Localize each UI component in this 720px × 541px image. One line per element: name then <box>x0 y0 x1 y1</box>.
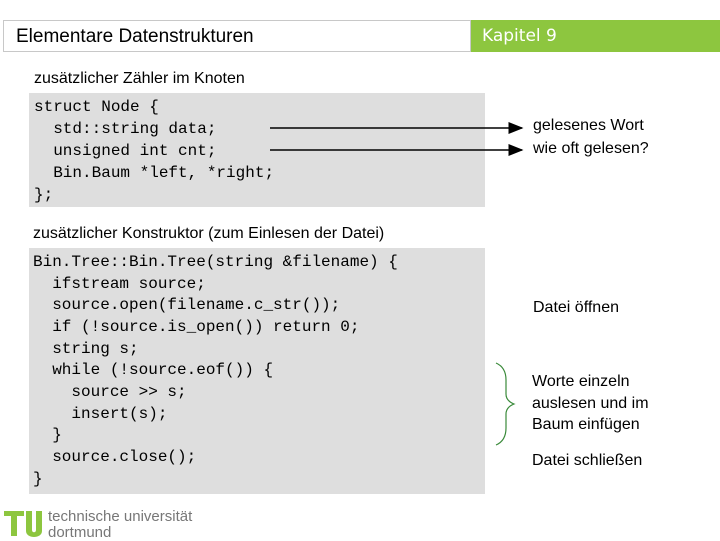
section1-heading: zusätzlicher Zähler im Knoten <box>34 70 245 87</box>
note-open-file: Datei öffnen <box>533 299 619 316</box>
code-line: ifstream source; <box>33 275 206 293</box>
footer-university-line1: technische universität <box>48 508 193 525</box>
code-line: } <box>33 426 62 444</box>
code-line: source.close(); <box>33 448 197 466</box>
note-read-words: Worte einzeln <box>532 373 630 390</box>
code-line: }; <box>34 186 54 204</box>
note-close-file: Datei schließen <box>532 452 643 469</box>
code-line: Bin.Tree::Bin.Tree(string &filename) { <box>33 253 398 271</box>
code-line: while (!source.eof()) { <box>33 361 274 379</box>
chapter-label: Kapitel 9 <box>482 26 557 46</box>
note-count: wie oft gelesen? <box>533 140 649 157</box>
section2-code-block <box>29 248 485 494</box>
slide-title: Elementare Datenstrukturen <box>16 26 254 47</box>
code-line: } <box>33 470 43 488</box>
footer-university-line2: dortmund <box>48 524 112 541</box>
note-read-words: auslesen und im <box>532 395 649 412</box>
code-line: unsigned int cnt; <box>34 142 217 160</box>
code-line: insert(s); <box>33 405 168 423</box>
note-read-words: Baum einfügen <box>532 416 640 433</box>
code-line: source >> s; <box>33 383 187 401</box>
code-line: source.open(filename.c_str()); <box>33 296 341 314</box>
curly-brace-icon <box>496 363 514 445</box>
footer <box>0 502 720 540</box>
code-line: std::string data; <box>34 120 217 138</box>
code-line: if (!source.is_open()) return 0; <box>33 318 360 336</box>
code-line: string s; <box>33 340 139 358</box>
tu-logo-icon <box>2 506 44 540</box>
section2-heading: zusätzlicher Konstruktor (zum Einlesen der Datei) <box>33 225 385 242</box>
note-word: gelesenes Wort <box>533 117 644 134</box>
code-line: struct Node { <box>34 98 159 116</box>
code-line: Bin.Baum *left, *right; <box>34 164 275 182</box>
